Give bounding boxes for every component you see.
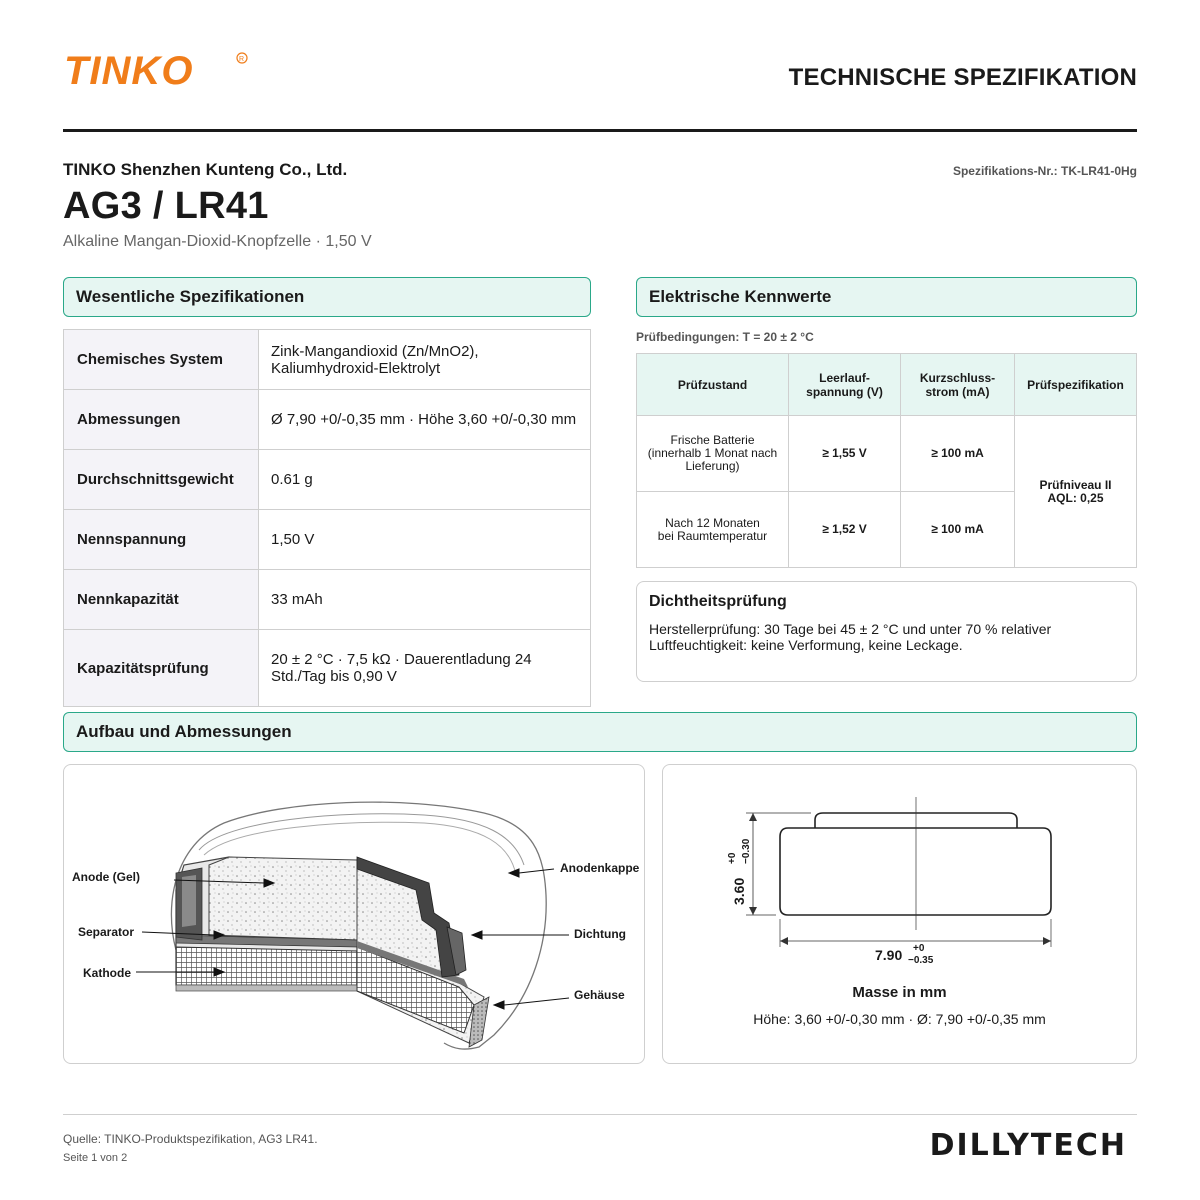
product-name: AG3 / LR41	[63, 185, 269, 227]
table-row	[64, 390, 591, 450]
column-header: Prüfzustand	[637, 354, 789, 416]
spec-label: Chemisches System	[64, 330, 259, 390]
company-name: TINKO Shenzhen Kunteng Co., Ltd.	[63, 160, 348, 179]
table-row	[64, 330, 591, 390]
test-conditions: Prüfbedingungen: T = 20 ± 2 °C	[636, 330, 814, 344]
table-row	[64, 450, 591, 510]
table-row	[64, 570, 591, 630]
electrical-table	[636, 353, 1137, 568]
tinko-logo	[62, 48, 252, 92]
label-anode-cap: Anodenkappe	[560, 861, 640, 875]
seal-test-title: Dichtheitsprüfung	[649, 593, 787, 610]
spec-label: Nennkapazität	[64, 570, 259, 630]
spec-value: 1,50 V	[259, 510, 591, 570]
label-cathode: Kathode	[83, 966, 131, 980]
dillytech-logo: DILLYTECH	[929, 1128, 1127, 1163]
spec-label: Durchschnittsgewicht	[64, 450, 259, 510]
cell-voltage: ≥ 1,55 V	[789, 416, 901, 492]
logo-text: TINKO	[64, 49, 194, 92]
page-number: Seite 1 von 2	[63, 1152, 128, 1164]
spec-label: Nennspannung	[64, 510, 259, 570]
label-gasket: Dichtung	[574, 927, 626, 941]
section-construction: Aufbau und Abmessungen	[63, 712, 1137, 752]
cell-test-spec: Prüfniveau II AQL: 0,25	[1015, 416, 1137, 568]
table-header-row	[637, 354, 1137, 416]
diameter-value: 7.90	[875, 947, 903, 963]
height-tol-plus: +0	[727, 852, 738, 864]
spec-value: Ø 7,90 +0/-0,35 mm · Höhe 3,60 +0/-0,30 mm	[259, 390, 591, 450]
cell-current: ≥ 100 mA	[901, 416, 1015, 492]
height-value: 3.60	[731, 877, 747, 905]
dimension-description: Höhe: 3,60 +0/-0,30 mm · Ø: 7,90 +0/-0,35 mm	[753, 1011, 1046, 1027]
source-note: Quelle: TINKO-Produktspezifikation, AG3 LR41.	[63, 1132, 318, 1146]
label-anode: Anode (Gel)	[72, 870, 140, 884]
spec-number: Spezifikations-Nr.: TK-LR41-0Hg	[952, 164, 1137, 178]
footer-divider	[63, 1114, 1137, 1115]
spec-label: Kapazitätsprüfung	[64, 630, 259, 707]
product-subtitle: Alkaline Mangan-Dioxid-Knopfzelle · 1,50 V	[63, 233, 372, 250]
diameter-tol-plus: +0	[913, 943, 925, 954]
section-electrical: Elektrische Kennwerte	[636, 277, 1137, 317]
cell-state: Nach 12 Monaten bei Raumtemperatur	[637, 492, 789, 568]
column-header: Kurzschluss- strom (mA)	[901, 354, 1015, 416]
spec-value: 33 mAh	[259, 570, 591, 630]
table-row	[637, 416, 1137, 492]
diameter-tol-minus: −0.35	[908, 955, 934, 966]
spec-label: Abmessungen	[64, 390, 259, 450]
cell-state: Frische Batterie (innerhalb 1 Monat nach Lieferung)	[637, 416, 789, 492]
spec-value: 20 ± 2 °C · 7,5 kΩ · Dauerentladung 24 Std./Tag bis 0,90 V	[259, 630, 591, 707]
label-housing: Gehäuse	[574, 988, 625, 1002]
column-header: Prüfspezifikation	[1015, 354, 1137, 416]
table-row	[64, 630, 591, 707]
dimension-title: Masse in mm	[852, 984, 947, 1001]
seal-test-box	[636, 581, 1137, 682]
dimension-drawing-figure	[662, 764, 1137, 1064]
spec-value: Zink-Mangandioxid (Zn/MnO2), Kaliumhydroxid-Elektrolyt	[259, 330, 591, 390]
document-title: TECHNISCHE SPEZIFIKATION	[788, 64, 1137, 91]
spec-value: 0.61 g	[259, 450, 591, 510]
battery-cross-section-illustration	[64, 765, 646, 1065]
cross-section-figure	[63, 764, 645, 1064]
cell-voltage: ≥ 1,52 V	[789, 492, 901, 568]
seal-test-text: Herstellerprüfung: 30 Tage bei 45 ± 2 °C und unter 70 % relativer Luftfeuchtigkeit: keine Verformung, keine Leckage.	[649, 621, 1052, 653]
svg-text:R: R	[239, 56, 245, 63]
header-divider	[63, 129, 1137, 132]
height-tol-minus: −0.30	[741, 838, 752, 864]
key-specs-table	[63, 329, 591, 707]
column-header: Leerlauf- spannung (V)	[789, 354, 901, 416]
table-row	[64, 510, 591, 570]
section-key-specs: Wesentliche Spezifikationen	[63, 277, 591, 317]
cell-current: ≥ 100 mA	[901, 492, 1015, 568]
label-separator: Separator	[78, 925, 135, 939]
